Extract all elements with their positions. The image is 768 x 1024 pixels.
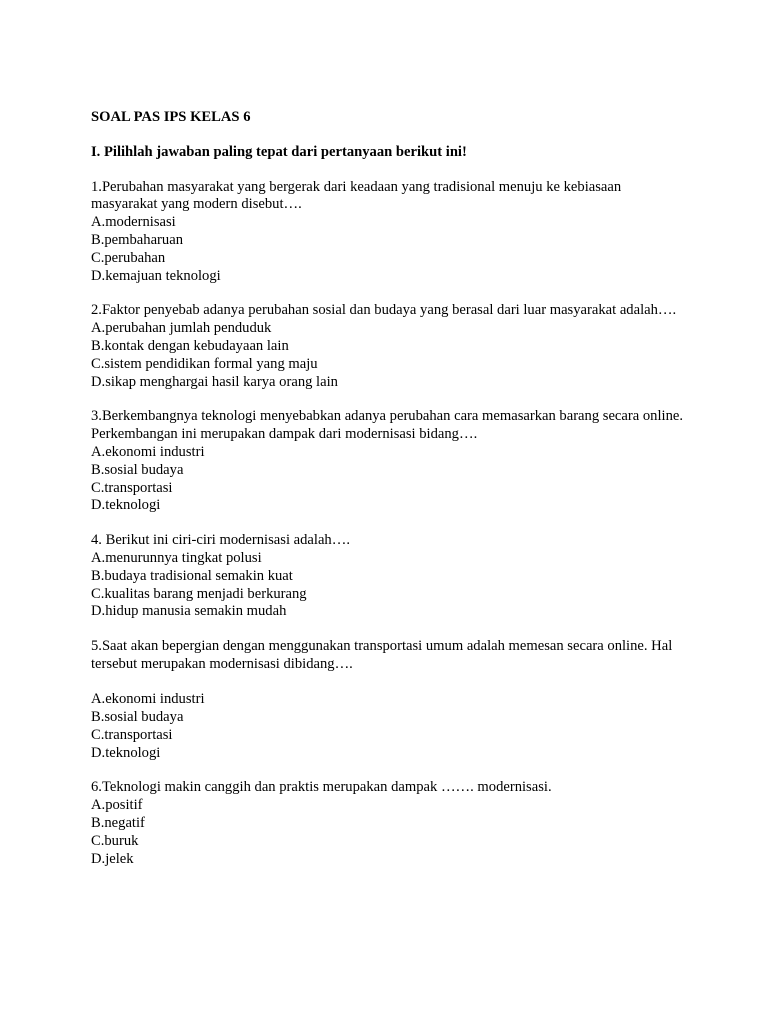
document-content xyxy=(91,109,691,885)
option-d: D.jelek xyxy=(91,850,134,867)
option-d: D.teknologi xyxy=(91,744,161,761)
option-list xyxy=(91,214,691,285)
option-b: B.sosial budaya xyxy=(91,709,184,726)
question-1 xyxy=(91,179,691,286)
option-c: C.transportasi xyxy=(91,726,173,743)
option-c: C.transportasi xyxy=(91,479,173,496)
option-d: D.hidup manusia semakin mudah xyxy=(91,603,287,620)
option-b: B.pembaharuan xyxy=(91,231,183,248)
option-a: A.menurunnya tingkat polusi xyxy=(91,549,262,566)
question-3 xyxy=(91,408,691,515)
question-text: 1.Perubahan masyarakat yang bergerak dari keadaan yang tradisional menuju ke kebiasaan masyarakat yang modern disebut…. xyxy=(91,178,622,213)
option-b: B.negatif xyxy=(91,815,145,831)
option-list xyxy=(91,550,691,621)
option-list xyxy=(91,320,691,391)
question-4 xyxy=(91,532,691,621)
question-2 xyxy=(91,302,691,391)
section-heading: I. Pilihlah jawaban paling tepat dari pertanyaan berikut ini! xyxy=(91,143,467,160)
option-list xyxy=(91,797,691,868)
option-d: D.teknologi xyxy=(91,497,161,514)
question-text: 2.Faktor penyebab adanya perubahan sosial dan budaya yang berasal dari luar masyarakat adalah…. xyxy=(91,302,677,319)
option-a: A.modernisasi xyxy=(91,214,176,231)
option-c: C.kualitas barang menjadi berkurang xyxy=(91,585,307,602)
option-a: A.perubahan jumlah penduduk xyxy=(91,320,272,337)
option-b: B.budaya tradisional semakin kuat xyxy=(91,567,293,584)
question-text: 6.Teknologi makin canggih dan praktis merupakan dampak ……. modernisasi. xyxy=(91,779,552,796)
option-c: C.sistem pendidikan formal yang maju xyxy=(91,355,318,372)
option-b: B.sosial budaya xyxy=(91,461,184,478)
option-a: A.ekonomi industri xyxy=(91,443,205,460)
document-title: SOAL PAS IPS KELAS 6 xyxy=(91,109,251,125)
option-a: A.ekonomi industri xyxy=(91,691,205,708)
option-a: A.positif xyxy=(91,797,143,814)
question-5 xyxy=(91,638,691,762)
option-d: D.sikap menghargai hasil karya orang lain xyxy=(91,373,338,390)
option-c: C.perubahan xyxy=(91,249,166,266)
option-list xyxy=(91,444,691,515)
question-6 xyxy=(91,779,691,868)
question-text: 4. Berikut ini ciri-ciri modernisasi adalah…. xyxy=(91,532,350,549)
question-text: 3.Berkembangnya teknologi menyebabkan adanya perubahan cara memasarkan barang secara online. Perkembangan ini merupakan dampak dari modernisasi bidang…. xyxy=(91,408,684,443)
option-list xyxy=(91,691,691,762)
option-d: D.kemajuan teknologi xyxy=(91,267,221,284)
option-b: B.kontak dengan kebudayaan lain xyxy=(91,337,289,354)
option-c: C.buruk xyxy=(91,832,139,849)
question-text: 5.Saat akan bepergian dengan menggunakan transportasi umum adalah memesan secara online. Hal tersebut merupakan modernisasi dibidang…. xyxy=(91,638,673,672)
